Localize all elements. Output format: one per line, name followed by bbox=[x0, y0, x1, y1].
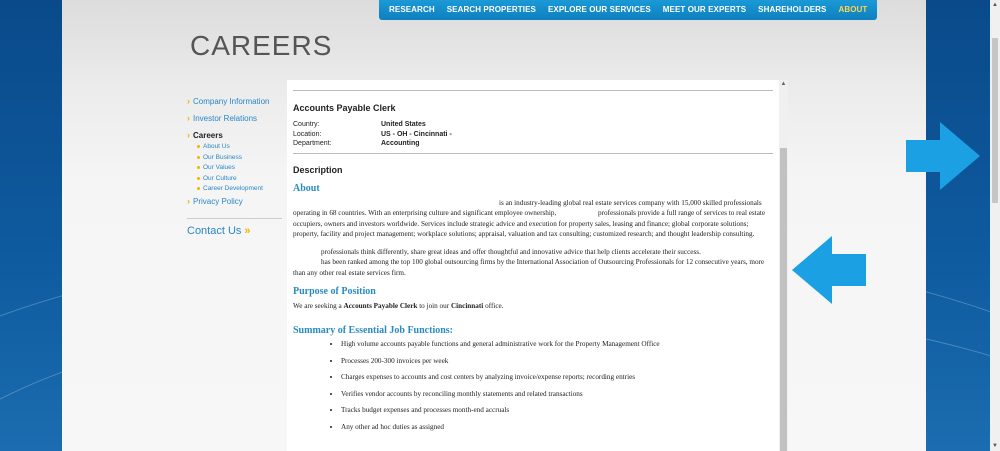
double-chevron-icon: » bbox=[244, 225, 251, 237]
nav-research[interactable]: RESEARCH bbox=[389, 5, 435, 14]
nav-meet-experts[interactable]: MEET OUR EXPERTS bbox=[662, 5, 747, 14]
purpose-text: We are seeking a bbox=[293, 302, 344, 311]
sidebar-item-investor-relations[interactable] bbox=[187, 113, 287, 123]
top-navigation bbox=[379, 0, 877, 20]
meta-label: Location: bbox=[293, 130, 322, 138]
chevron-right-icon: › bbox=[187, 96, 190, 106]
list-item: • Processes 200-300 invoices per week bbox=[341, 357, 773, 365]
purpose-paragraph bbox=[293, 301, 773, 311]
sidebar-item-careers[interactable] bbox=[187, 130, 287, 140]
list-item: • Any other ad hoc duties as assigned bbox=[341, 423, 773, 431]
nav-about[interactable]: ABOUT bbox=[838, 5, 868, 14]
description-heading: Description bbox=[293, 165, 343, 175]
nav-explore-services[interactable]: EXPLORE OUR SERVICES bbox=[547, 5, 651, 14]
list-item: • Tracks budget expenses and processes month-end accruals bbox=[341, 406, 773, 414]
sidebar-subitem-label: Our Values bbox=[203, 164, 236, 171]
meta-location bbox=[293, 131, 773, 138]
purpose-text: to join our bbox=[417, 302, 451, 311]
bullet-icon bbox=[197, 177, 200, 180]
sidebar-divider bbox=[187, 218, 282, 219]
bullet-icon bbox=[197, 145, 200, 148]
meta-value: Accounting bbox=[381, 140, 420, 147]
nav-shareholders[interactable]: SHAREHOLDERS bbox=[758, 5, 827, 14]
about-paragraph-1 bbox=[293, 198, 773, 239]
sidebar-item-label: Company Information bbox=[193, 96, 270, 106]
sidebar-subitem-label: Our Culture bbox=[203, 174, 237, 182]
about-text: professionals provide a full range of services to real estate occupiers, owners and investors worldwide. Services include strategic advice and execution for property sales, leasing and finance; global corporate solutions; property, facility and project management; workplace solutions; appraisal, valuation and tax consulting; customized research; and thought leadership consulting. bbox=[293, 209, 766, 238]
purpose-text: office. bbox=[483, 302, 504, 311]
divider bbox=[293, 90, 773, 91]
sidebar-subitem-our-values[interactable] bbox=[197, 164, 287, 171]
page-title: CAREERS bbox=[190, 30, 333, 61]
meta-value: United States bbox=[381, 121, 426, 128]
sidebar-subitem-about-us[interactable] bbox=[197, 143, 287, 150]
meta-label: Department: bbox=[293, 140, 332, 147]
sidebar-item-label: Careers bbox=[193, 130, 223, 140]
contact-us-link[interactable] bbox=[187, 225, 287, 237]
divider bbox=[293, 153, 773, 154]
contact-us-label: Contact Us bbox=[187, 225, 242, 237]
sidebar-item-company-information[interactable] bbox=[187, 96, 287, 106]
sidebar bbox=[187, 96, 287, 237]
job-title: Accounts Payable Clerk bbox=[293, 103, 396, 113]
page-scrollbar[interactable] bbox=[990, 0, 1000, 451]
about-text: professionals think differently, share great ideas and offer thoughtful and innovative advice that help clients accelerate their success. bbox=[321, 248, 701, 257]
list-item: • High volume accounts payable functions and general administrative work for the Property Management Office bbox=[341, 340, 773, 348]
sidebar-subitem-label: Our Business bbox=[203, 153, 243, 161]
chevron-right-icon: › bbox=[187, 130, 190, 140]
chevron-right-icon: › bbox=[187, 113, 190, 123]
arrow-left-icon bbox=[792, 236, 866, 304]
purpose-role: Accounts Payable Clerk bbox=[343, 302, 418, 311]
sidebar-subitem-label: Career Development bbox=[203, 185, 263, 192]
about-heading: About bbox=[293, 183, 320, 194]
purpose-heading: Purpose of Position bbox=[293, 286, 376, 298]
list-item: • Verifies vendor accounts by reconciling monthly statements and related transactions bbox=[341, 390, 773, 398]
nav-search-properties[interactable]: SEARCH PROPERTIES bbox=[446, 5, 536, 14]
arrow-right-icon bbox=[906, 122, 980, 190]
about-paragraph-2 bbox=[293, 247, 773, 278]
meta-country bbox=[293, 121, 773, 128]
bullet-icon bbox=[197, 166, 200, 169]
bullet-icon bbox=[197, 156, 200, 159]
chevron-right-icon: › bbox=[187, 196, 190, 206]
list-item: • Charges expenses to accounts and cost centers by analyzing invoice/expense reports; recording entries bbox=[341, 373, 773, 381]
sidebar-item-label: Privacy Policy bbox=[193, 196, 243, 206]
scrollbar-thumb[interactable] bbox=[780, 148, 787, 451]
meta-department bbox=[293, 140, 773, 147]
sidebar-subitem-our-culture[interactable] bbox=[197, 175, 287, 182]
about-text: is an industry-leading global real estate services company with 15,000 skilled bbox=[499, 199, 722, 207]
purpose-city: Cincinnati bbox=[450, 302, 484, 311]
scrollbar-thumb[interactable] bbox=[992, 38, 998, 203]
sidebar-item-privacy-policy[interactable] bbox=[187, 196, 287, 206]
bullet-icon bbox=[197, 187, 200, 190]
sidebar-item-label: Investor Relations bbox=[193, 113, 258, 123]
frame-scrollbar[interactable] bbox=[779, 80, 788, 451]
job-meta bbox=[293, 121, 773, 147]
job-posting-content bbox=[293, 80, 773, 439]
about-text: has been ranked among the top 100 global outsourcing firms by the International Association of Outsourcing Professionals for 12 consecutive years, more than any other real estate services firm. bbox=[293, 258, 765, 277]
about-text: professionals operating in 68 countries. With an enterprising culture and significant employee ownership, bbox=[293, 199, 762, 218]
sidebar-subitem-label: About Us bbox=[203, 143, 230, 150]
scroll-down-icon[interactable]: ▼ bbox=[992, 443, 998, 449]
scroll-up-icon[interactable]: ▲ bbox=[992, 2, 998, 8]
meta-value: US - OH - Cincinnati - bbox=[381, 130, 452, 138]
sidebar-subnav bbox=[197, 143, 287, 192]
sidebar-subitem-career-development[interactable] bbox=[197, 185, 287, 192]
job-posting-frame[interactable] bbox=[287, 80, 788, 451]
sidebar-subitem-our-business[interactable] bbox=[197, 154, 287, 161]
meta-label: Country: bbox=[293, 121, 320, 128]
scroll-up-icon[interactable]: ▲ bbox=[780, 81, 787, 87]
functions-heading: Summary of Essential Job Functions: bbox=[293, 325, 454, 337]
functions-list bbox=[293, 340, 773, 431]
